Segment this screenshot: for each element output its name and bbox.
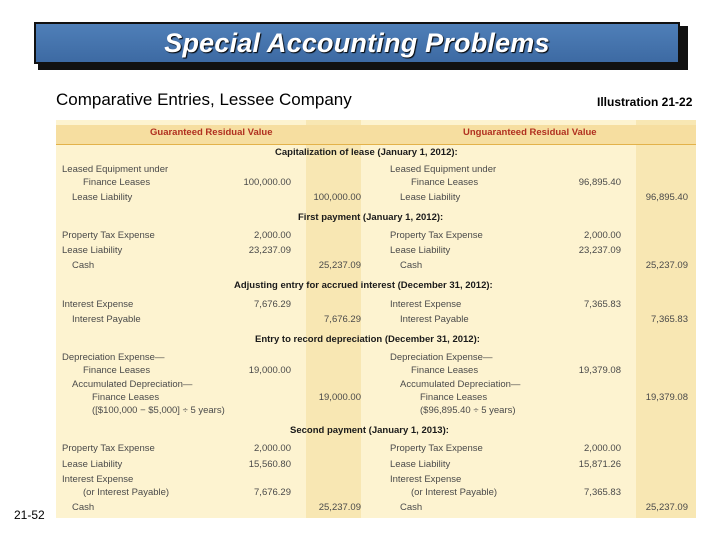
row-label: Interest Payable bbox=[72, 314, 141, 325]
row-label: Property Tax Expense bbox=[390, 443, 483, 454]
row-label: Interest Expense bbox=[390, 474, 462, 485]
header-rule bbox=[56, 144, 696, 145]
row-label: Interest Expense bbox=[390, 299, 462, 310]
credit-amount: 25,237.09 bbox=[318, 502, 361, 513]
debit-amount: 7,365.83 bbox=[584, 299, 621, 310]
illustration-label: Illustration 21-22 bbox=[597, 95, 693, 109]
row-label: Cash bbox=[72, 260, 95, 271]
slide-subtitle: Comparative Entries, Lessee Company bbox=[56, 90, 352, 109]
credit-amount: 100,000.00 bbox=[313, 192, 361, 203]
row-label: Cash bbox=[72, 502, 95, 513]
credit-amount: 96,895.40 bbox=[645, 192, 688, 203]
comparative-entries-table bbox=[56, 120, 696, 518]
row-label: Leased Equipment under bbox=[62, 164, 169, 175]
row-label: Depreciation Expense— bbox=[390, 352, 493, 363]
row-note: ([$100,000 − $5,000] ÷ 5 years) bbox=[92, 405, 225, 416]
row-label: Finance Leases bbox=[420, 392, 488, 403]
row-note: ($96,895.40 ÷ 5 years) bbox=[420, 405, 516, 416]
row-label: Cash bbox=[400, 260, 423, 271]
debit-amount: 19,000.00 bbox=[248, 365, 291, 376]
row-label: Lease Liability bbox=[390, 459, 451, 470]
row-label: Interest Expense bbox=[62, 474, 134, 485]
title-banner bbox=[34, 22, 680, 64]
row-label: Lease Liability bbox=[400, 192, 461, 203]
row-label: (or Interest Payable) bbox=[411, 487, 498, 498]
credit-amount: 25,237.09 bbox=[318, 260, 361, 271]
row-label: Interest Payable bbox=[400, 314, 469, 325]
credit-amount: 19,000.00 bbox=[318, 392, 361, 403]
debit-amount: 7,365.83 bbox=[584, 487, 621, 498]
header-unguaranteed: Unguaranteed Residual Value bbox=[463, 127, 597, 138]
row-label: Accumulated Depreciation— bbox=[72, 379, 193, 390]
credit-amount: 25,237.09 bbox=[645, 260, 688, 271]
row-label: Lease Liability bbox=[72, 192, 133, 203]
header-guaranteed: Guaranteed Residual Value bbox=[150, 127, 273, 138]
row-label: Interest Expense bbox=[62, 299, 134, 310]
credit-amount: 25,237.09 bbox=[645, 502, 688, 513]
row-label: Leased Equipment under bbox=[390, 164, 497, 175]
row-label: Depreciation Expense— bbox=[62, 352, 165, 363]
row-label: Property Tax Expense bbox=[62, 443, 155, 454]
debit-amount: 23,237.09 bbox=[248, 245, 291, 256]
row-label: Finance Leases bbox=[92, 392, 160, 403]
debit-amount: 19,379.08 bbox=[578, 365, 621, 376]
row-label: Finance Leases bbox=[83, 177, 151, 188]
row-label: Finance Leases bbox=[411, 365, 479, 376]
row-label: Lease Liability bbox=[62, 245, 123, 256]
debit-amount: 23,237.09 bbox=[578, 245, 621, 256]
row-label: Finance Leases bbox=[83, 365, 151, 376]
debit-amount: 2,000.00 bbox=[584, 230, 621, 241]
section-second-payment: Second payment (January 1, 2013): bbox=[290, 425, 449, 436]
debit-amount: 2,000.00 bbox=[584, 443, 621, 454]
debit-amount: 2,000.00 bbox=[254, 230, 291, 241]
row-label: Lease Liability bbox=[62, 459, 123, 470]
debit-amount: 15,560.80 bbox=[248, 459, 291, 470]
section-first-payment: First payment (January 1, 2012): bbox=[298, 212, 444, 223]
credit-amount: 7,365.83 bbox=[651, 314, 688, 325]
credit-amount: 19,379.08 bbox=[645, 392, 688, 403]
slide-number: 21-52 bbox=[14, 508, 45, 522]
row-label: Lease Liability bbox=[390, 245, 451, 256]
debit-amount: 15,871.26 bbox=[578, 459, 621, 470]
row-label: (or Interest Payable) bbox=[83, 487, 170, 498]
row-label: Cash bbox=[400, 502, 423, 513]
debit-amount: 100,000.00 bbox=[243, 177, 291, 188]
row-label: Property Tax Expense bbox=[390, 230, 483, 241]
section-depreciation: Entry to record depreciation (December 31, 2012): bbox=[255, 334, 480, 345]
section-capitalization: Capitalization of lease (January 1, 2012): bbox=[275, 147, 458, 158]
row-label: Property Tax Expense bbox=[62, 230, 155, 241]
section-accrued-interest: Adjusting entry for accrued interest (December 31, 2012): bbox=[234, 280, 493, 291]
debit-amount: 7,676.29 bbox=[254, 299, 291, 310]
credit-amount: 7,676.29 bbox=[324, 314, 361, 325]
slide-title: Special Accounting Problems bbox=[164, 27, 550, 58]
row-label: Accumulated Depreciation— bbox=[400, 379, 521, 390]
debit-amount: 7,676.29 bbox=[254, 487, 291, 498]
debit-amount: 96,895.40 bbox=[578, 177, 621, 188]
row-label: Finance Leases bbox=[411, 177, 479, 188]
debit-amount: 2,000.00 bbox=[254, 443, 291, 454]
